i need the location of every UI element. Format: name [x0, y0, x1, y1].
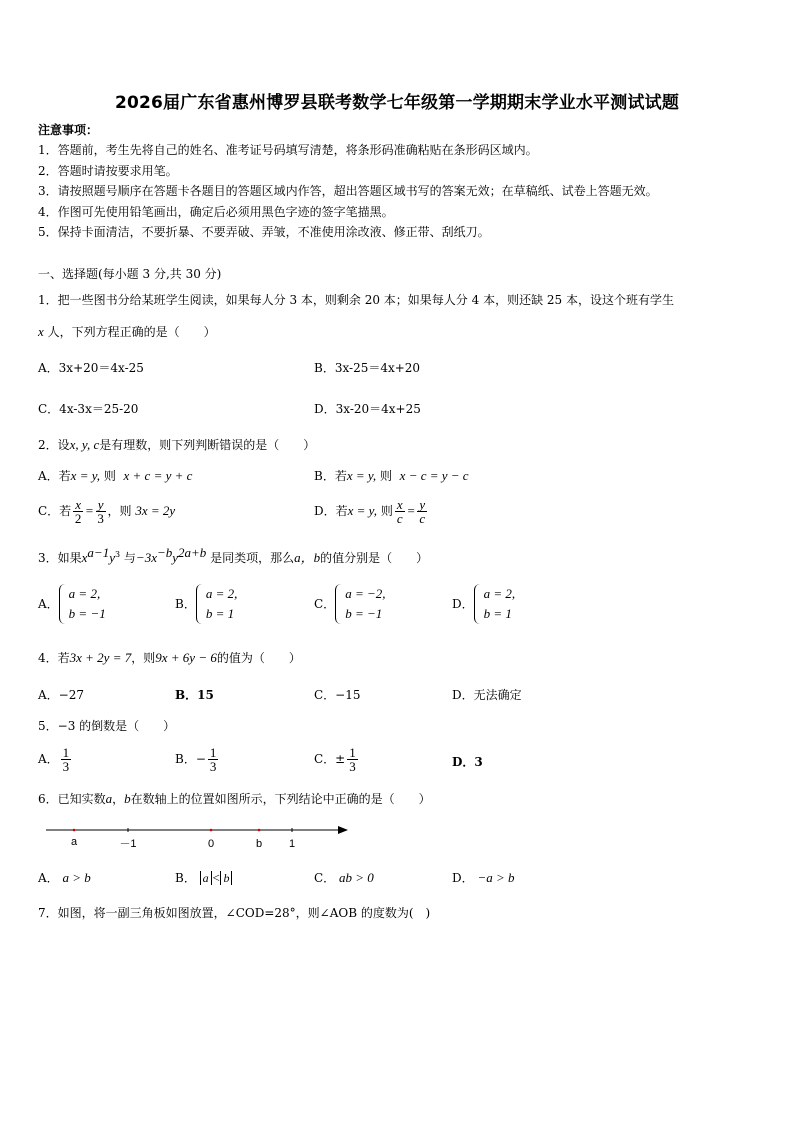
point-zero — [210, 829, 213, 832]
q2-option-d: D．若x = y, 则 $\frac{x}{c}$ = $\frac{y}{c}$ — [314, 497, 426, 526]
notice-item: 4．作图可先使用铅笔画出，确定后必须用黑色字迹的签字笔描黑。 — [38, 205, 394, 219]
notice-item: 5．保持卡面清洁，不要折暴、不要弄破、弄皱，不准使用涂改液、修正带、刮纸刀。 — [38, 225, 490, 239]
q5-option-b: B．− $\frac{1}{3}$ — [175, 745, 217, 774]
notice-heading: 注意事项： — [38, 123, 99, 137]
q6-option-c: C． ab > 0 — [314, 870, 374, 885]
q6-option-a: A． a > b — [38, 870, 91, 885]
q2-option-a: A．若x = y, 则 x + c = y + c — [38, 468, 193, 483]
question-3-stem: 3．如果$x^{a-1}y^3$ 与$-3x^{-b}y^{2a+b}$ 是同类项，那么a，b的值分别是（ ） — [38, 545, 429, 565]
q4-option-c: C．−15 — [314, 688, 361, 702]
q5-option-a: A． $\frac{1}{3}$ — [38, 745, 70, 774]
notice-item: 2．答题时请按要求用笔。 — [38, 164, 178, 178]
q4-option-d: D．无法确定 — [452, 688, 522, 702]
number-line-arrow — [338, 826, 348, 834]
question-1-stem: 1．把一些图书分给某班学生阅读，如果每人分 3 本，则剩余 20 本；如果每人分 4 本，则还缺 25 本，设这个班有学生 — [38, 293, 674, 307]
q4-option-a: A．−27 — [38, 688, 84, 702]
q1-option-d: D．3x-20＝4x+25 — [314, 402, 421, 416]
notice-item: 1．答题前，考生先将自己的姓名、准考证号码填写清楚，将条形码准确粘贴在条形码区域内。 — [38, 143, 538, 157]
question-5-stem: 5．−3 的倒数是（ ） — [38, 719, 176, 733]
question-6-stem: 6．已知实数a，b在数轴上的位置如图所示，下列结论中正确的是（ ） — [38, 791, 431, 806]
q3-option-c: C． a = −2, b = −1 — [314, 584, 385, 624]
q6-option-d: D． −a > b — [452, 870, 515, 885]
page-title: 2026届广东省惠州博罗县联考数学七年级第一学期期末学业水平测试试题 — [114, 93, 680, 113]
number-line-figure — [44, 822, 354, 856]
question-4-stem: 4．若3x + 2y = 7，则9x + 6y − 6的值为（ ） — [38, 650, 301, 665]
q1-option-b: B．3x-25＝4x+20 — [314, 361, 421, 375]
q2-option-b: B．若x = y, 则 x − c = y − c — [314, 468, 469, 483]
label-neg-one: －1 — [119, 838, 137, 850]
label-zero: 0 — [207, 838, 215, 850]
point-b — [258, 829, 261, 832]
label-b: b — [255, 838, 263, 850]
question-2-stem: 2．设x, y, c是有理数，则下列判断错误的是（ ） — [38, 437, 316, 452]
q6-option-b: B． a < b — [175, 870, 232, 886]
notice-item: 3．请按照题号顺序在答题卡各题目的答题区域内作答，超出答题区域书写的答案无效；在草稿纸、试卷上答题无效。 — [38, 184, 658, 198]
q3-option-b: B． a = 2, b = 1 — [175, 584, 237, 624]
q5-option-d: D．3 — [452, 755, 483, 769]
question-1-stem-cont: x 人，下列方程正确的是（ ） — [38, 324, 216, 339]
point-a — [73, 829, 76, 832]
q5-option-c: C．± $\frac{1}{3}$ — [314, 745, 356, 774]
q3-option-d: D． a = 2, b = 1 — [452, 584, 515, 624]
question-7-stem: 7．如图，将一副三角板如图放置，∠COD=28°，则∠AOB 的度数为( ) — [38, 906, 431, 920]
q4-option-b: B．15 — [175, 688, 214, 702]
q3-option-a: A． a = 2, b = −1 — [38, 584, 106, 624]
q1-option-c: C．4x-3x＝25-20 — [38, 402, 139, 416]
q2-option-c: C．若 $\frac{x}{2}$ = $\frac{y}{3}$ ，则 3x = 2y — [38, 497, 176, 526]
label-a: a — [70, 836, 78, 848]
section-heading: 一、选择题(每小题 3 分,共 30 分) — [38, 267, 222, 281]
label-one: 1 — [288, 838, 296, 850]
q1-option-a: A．3x+20＝4x-25 — [38, 361, 144, 375]
